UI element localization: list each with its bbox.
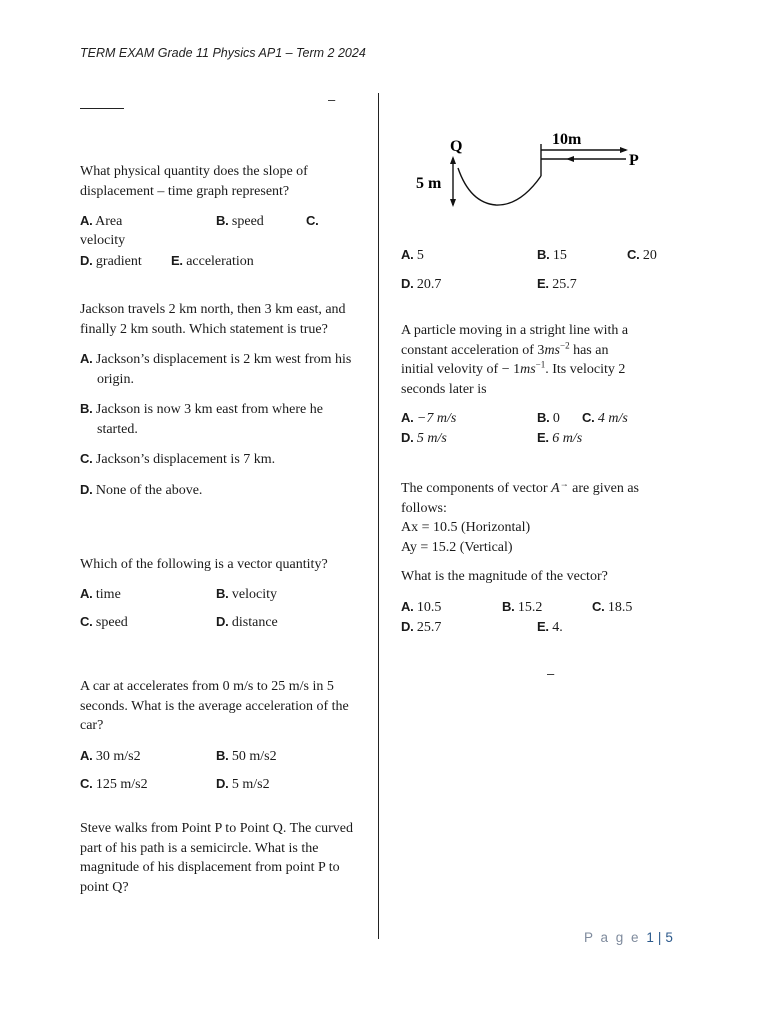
question-6-line-1: A particle moving in a stright line with a [401,323,629,338]
q1-option-c-letter[interactable]: C. [306,213,319,228]
dash-mark: – [328,92,336,107]
question-6-line-3: initial velovity of − $1ms^{-1}$. Its velocity 2 [401,359,626,377]
page-footer [584,930,673,945]
semicircle-path [458,168,541,205]
question-7-text: What is the magnitude of the vector? [401,569,608,584]
height-arrowhead-down [450,199,456,207]
q7-option-d[interactable]: D. 25.7 [401,618,442,635]
question-4 [80,677,365,794]
q5-option-b[interactable]: B. 15 [537,247,567,263]
q5-option-d[interactable]: D. 20.7 [401,276,442,292]
question-7 [401,479,691,637]
height-label: 5 m [416,175,442,192]
page-separator: | [657,930,662,945]
q6-option-e[interactable]: E. 6 m/s [537,430,583,446]
q4-option-d[interactable]: D. 5 m/s2 [216,775,270,792]
q2-option-d[interactable]: D. None of the above. [80,481,203,498]
path-diagram [400,120,660,220]
q4-option-a[interactable]: A. 30 m/s2 [80,747,141,764]
question-6-line-4: seconds later is [401,381,487,397]
question-1 [80,162,365,271]
q2-option-b-cont: started. [97,421,138,437]
q7-option-b[interactable]: B. 15.2 [502,598,543,615]
q3-option-b[interactable]: B. velocity [216,585,278,602]
q6-option-c[interactable]: C. 4 m/s [582,410,628,426]
q5-option-e[interactable]: E. 25.7 [537,276,577,292]
question-4-text: A car at accelerates from 0 m/s to 25 m/s in 5 seconds. What is the average acceleration of the car? [80,679,349,733]
question-1-text: What physical quantity does the slope of displacement – time graph represent? [80,164,308,199]
question-6 [401,321,691,448]
q7-option-a[interactable]: A. 10.5 [401,598,442,615]
q1-option-b[interactable]: B. speed [216,213,264,229]
question-3 [80,555,340,632]
question-7-intro: The components of vector A→ are given as [401,478,639,496]
q6-option-d[interactable]: D. 5 m/s [401,430,447,446]
vector-symbol: A [551,481,560,496]
vector-arrow: → [559,478,569,489]
point-q-label: Q [450,138,463,155]
name-blank-line [80,108,124,109]
question-7-intro-2: follows: [401,500,447,516]
question-5 [80,819,365,897]
exam-header: TERM EXAM Grade 11 Physics AP1 – Term 2 2024 [80,46,366,60]
width-label: 10m [552,131,582,148]
q1-option-c-text[interactable]: velocity [80,233,126,248]
question-6-line-2: constant acceleration of $3ms^{-2}$ has an [401,339,609,358]
q2-option-b[interactable]: B. Jackson is now 3 km east from where he [80,401,323,417]
q5-option-c[interactable]: C. 20 [627,247,657,263]
q3-option-c[interactable]: C. speed [80,613,128,630]
q4-option-b[interactable]: B. 50 m/s2 [216,747,277,764]
page-word: P a g e [584,930,641,945]
question-3-text: Which of the following is a vector quantity? [80,557,328,572]
q1-option-d[interactable]: D. gradient [80,253,142,269]
question-2 [80,300,365,500]
question-2-text: Jackson travels 2 km north, then 3 km east, and finally 2 km south. Which statement is true? [80,302,346,337]
q6-option-a[interactable]: A. −7 m/s [401,410,457,426]
height-arrowhead-up [450,156,456,164]
component-ax: Ax = 10.5 (Horizontal) [401,520,531,535]
q5-option-a[interactable]: A. 5 [401,247,424,263]
q6-option-b[interactable]: B. 0 [537,410,560,426]
component-ay: Ay = 15.2 (Vertical) [401,539,513,555]
path-arrowhead [566,156,574,162]
column-divider [378,93,379,939]
page-total: 5 [665,930,673,945]
dash-mark-right: – [547,666,555,681]
q7-option-c[interactable]: C. 18.5 [592,598,633,615]
q1-option-e[interactable]: E. acceleration [171,253,254,269]
q7-option-e[interactable]: E. 4. [537,618,563,635]
q2-option-a-cont: origin. [97,371,134,387]
page-number: 1 [646,930,654,945]
q4-option-c[interactable]: C. 125 m/s2 [80,775,148,792]
q2-option-a[interactable]: A. Jackson’s displacement is 2 km west from his [80,351,352,367]
point-p-label: P [629,152,639,169]
width-arrowhead [620,147,628,153]
q3-option-a[interactable]: A. time [80,585,121,602]
question-5-text: Steve walks from Point P to Point Q. The curved part of his path is a semicircle. What is the magnitude of his displacement from point P to point Q? [80,821,353,895]
q2-option-c[interactable]: C. Jackson’s displacement is 7 km. [80,451,276,467]
q3-option-d[interactable]: D. distance [216,613,278,630]
q1-option-a[interactable]: A. Area [80,213,123,229]
question-5-options [401,245,691,294]
